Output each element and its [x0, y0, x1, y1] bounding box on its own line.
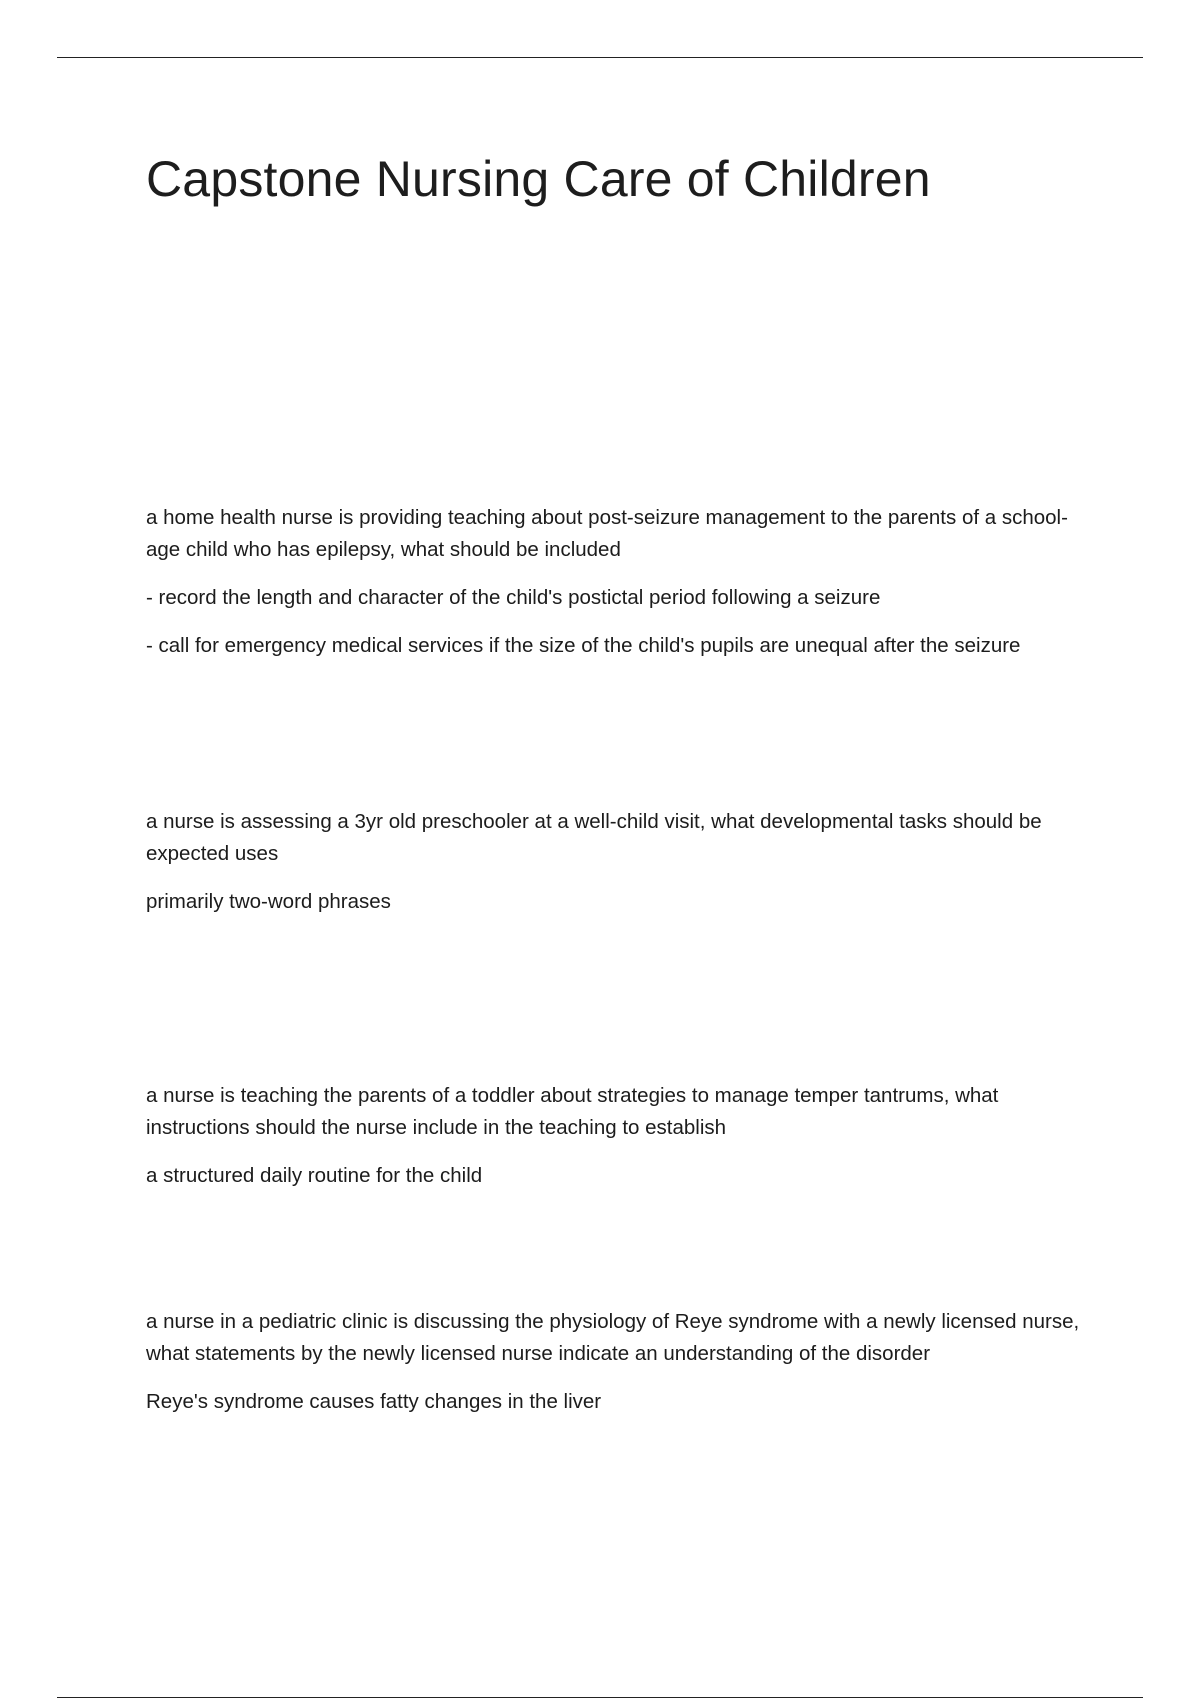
qa-item-4	[146, 1306, 1086, 1418]
question-text: a home health nurse is providing teaching about post-seizure management to the parents of a school-age child who has epilepsy, what should be included	[146, 506, 1068, 561]
question-text: a nurse in a pediatric clinic is discussing the physiology of Reye syndrome with a newly licensed nurse, what statements by the newly licensed nurse indicate an understanding of the disorder	[146, 1310, 1080, 1365]
qa-item-2	[146, 806, 1086, 918]
question-text: a nurse is assessing a 3yr old preschooler at a well-child visit, what developmental tasks should be expected uses	[146, 810, 1042, 865]
answer-text: - call for emergency medical services if the size of the child's pupils are unequal after the seizure	[146, 634, 1021, 657]
answer-text: - record the length and character of the child's postictal period following a seizure	[146, 586, 881, 609]
top-rule	[57, 57, 1143, 58]
qa-item-3	[146, 1080, 1086, 1192]
qa-item-1	[146, 502, 1086, 662]
answer-text: a structured daily routine for the child	[146, 1164, 483, 1187]
answer-text: Reye's syndrome causes fatty changes in the liver	[146, 1390, 602, 1413]
bottom-rule	[57, 1697, 1143, 1698]
question-text: a nurse is teaching the parents of a toddler about strategies to manage temper tantrums, what instructions should the nurse include in the teaching to establish	[146, 1084, 999, 1139]
answer-text: primarily two-word phrases	[146, 890, 391, 913]
page-title: Capstone Nursing Care of Children	[146, 151, 931, 207]
